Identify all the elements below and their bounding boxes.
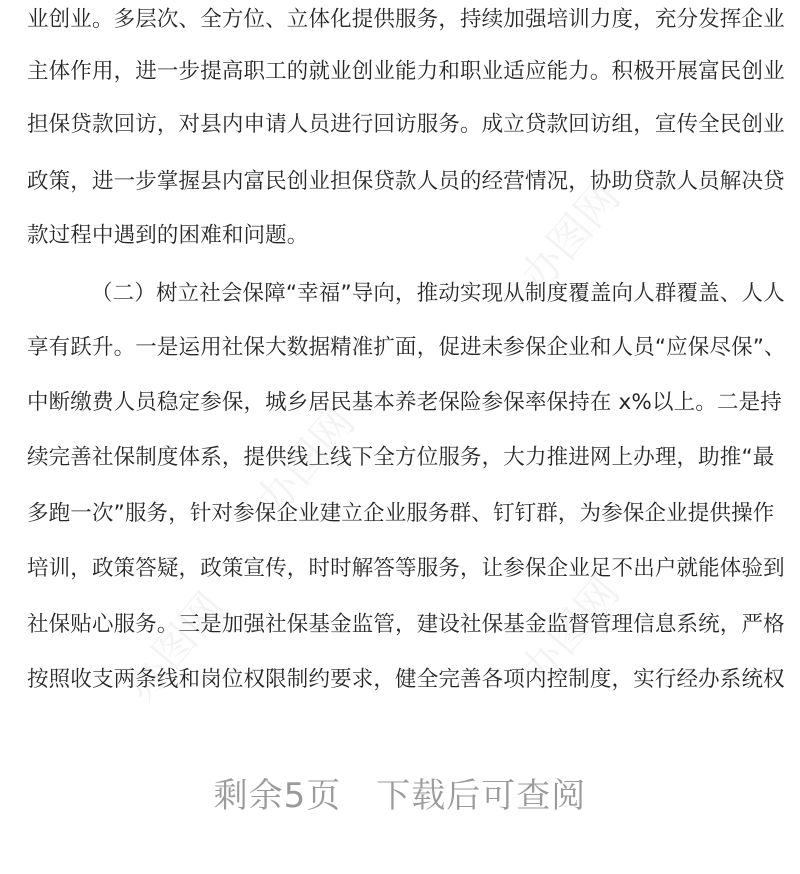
watermark: 办图网	[115, 582, 235, 711]
watermark: 办图网	[510, 172, 630, 301]
text-line: 款过程中遇到的困难和问题。	[27, 223, 309, 248]
section-heading-line: （二）树立社会保障“幸福”导向，推动实现从制度覆盖向人群覆盖、人人	[91, 281, 785, 306]
text-line: 政策，进一步掌握县内富民创业担保贷款人员的经营情况，协助贷款人员解决贷	[27, 169, 785, 194]
text-line: 中断缴费人员稳定参保，城乡居民基本养老保险参保率保持在 x%以上。二是持	[27, 390, 782, 415]
watermark: 办图网	[510, 567, 630, 696]
text-line: 业创业。多层次、全方位、立体化提供服务，持续加强培训力度，充分发挥企业	[27, 7, 785, 32]
text-line: 享有跃升。一是运用社保大数据精准扩面，促进未参保企业和人员“应保尽保”、	[27, 335, 786, 360]
text-line: 多跑一次”服务，针对参保企业建立企业服务群、钉钉群，为参保企业提供操作	[27, 501, 775, 526]
remaining-pages-notice[interactable]: 剩余5页 下载后可查阅	[213, 776, 587, 816]
text-line: 主体作用，进一步提高职工的就业创业能力和职业适应能力。积极开展富民创业	[27, 59, 785, 84]
text-line: 担保贷款回访，对县内申请人员进行回访服务。成立贷款回访组，宣传全民创业	[27, 112, 785, 137]
text-line: 社保贴心服务。三是加强社保基金监管，建设社保基金监督管理信息系统，严格	[27, 612, 785, 637]
text-line: 续完善社保制度体系，提供线上线下全方位服务，大力推进网上办理，助推“最	[27, 445, 775, 470]
text-line: 按照收支两条线和岗位权限制约要求，健全完善各项内控制度，实行经办系统权	[27, 667, 785, 692]
text-line: 培训，政策答疑，政策宣传，时时解答等服务，让参保企业足不出户就能体验到	[27, 556, 785, 581]
watermark: 办图网	[245, 397, 365, 526]
